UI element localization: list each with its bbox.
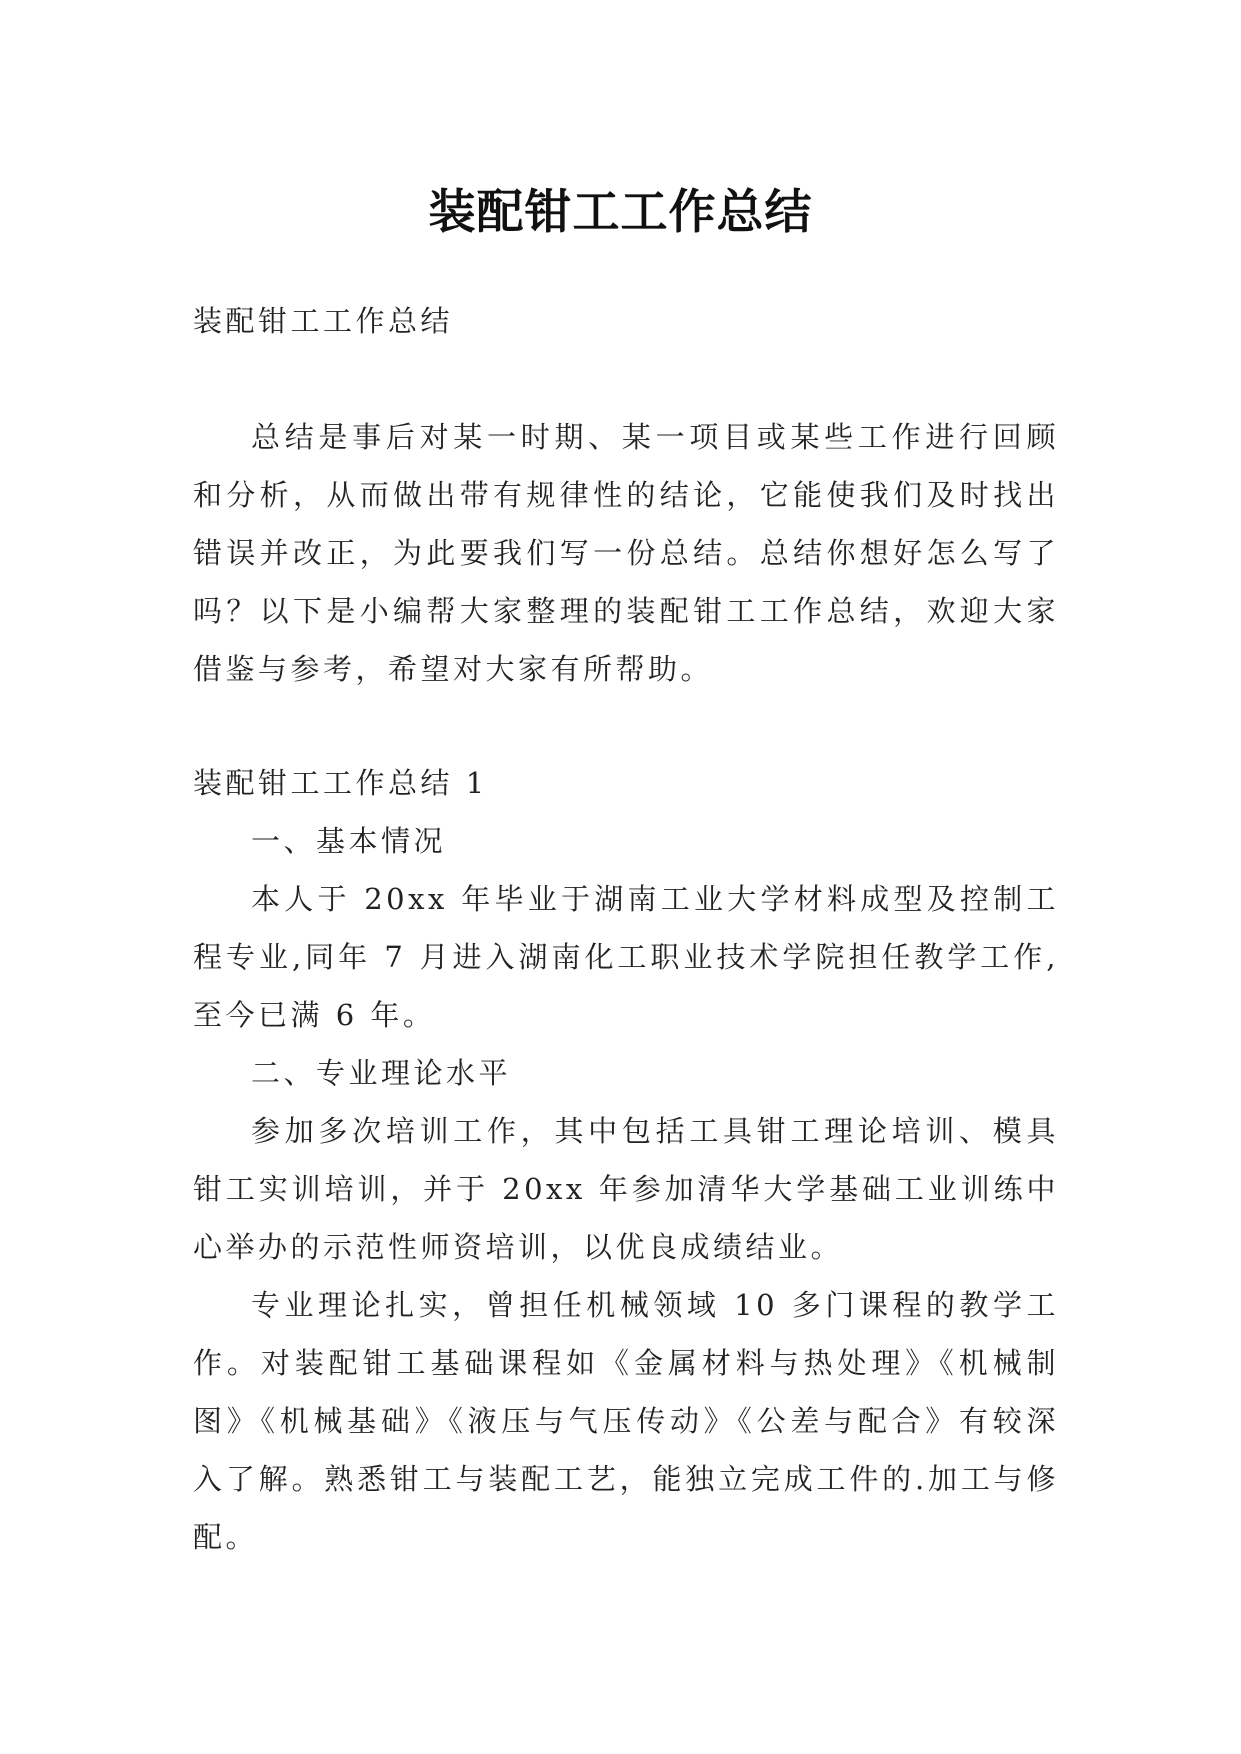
document-body xyxy=(193,292,1059,1566)
document-subtitle: 装配钳工工作总结 xyxy=(193,304,454,338)
section-title: 装配钳工工作总结 1 xyxy=(193,766,488,800)
paragraph-training: 参加多次培训工作，其中包括工具钳工理论培训、模具钳工实训培训，并于 20xx 年参加清华大学基础工业训练中心举办的示范性师资培训，以优良成绩结业。 xyxy=(193,1114,1059,1264)
paragraph-theory: 专业理论扎实，曾担任机械领域 10 多门课程的教学工作。对装配钳工基础课程如《金属材料与热处理》《机械制图》《机械基础》《液压与气压传动》《公差与配合》有较深入了解。熟悉钳工与装配工艺，能独立完成工件的.加工与修配。 xyxy=(193,1288,1059,1554)
heading-basic-info: 一、基本情况 xyxy=(251,824,447,858)
intro-paragraph: 总结是事后对某一时期、某一项目或某些工作进行回顾和分析，从而做出带有规律性的结论，它能使我们及时找出错误并改正，为此要我们写一份总结。总结你想好怎么写了吗？以下是小编帮大家整理的装配钳工工作总结，欢迎大家借鉴与参考，希望对大家有所帮助。 xyxy=(193,420,1059,686)
document-title: 装配钳工工作总结 xyxy=(428,185,813,241)
heading-professional-theory: 二、专业理论水平 xyxy=(251,1056,512,1090)
paragraph-basic-info: 本人于 20xx 年毕业于湖南工业大学材料成型及控制工程专业,同年 7 月进入湖南化工职业技术学院担任教学工作,至今已满 6 年。 xyxy=(193,882,1059,1032)
